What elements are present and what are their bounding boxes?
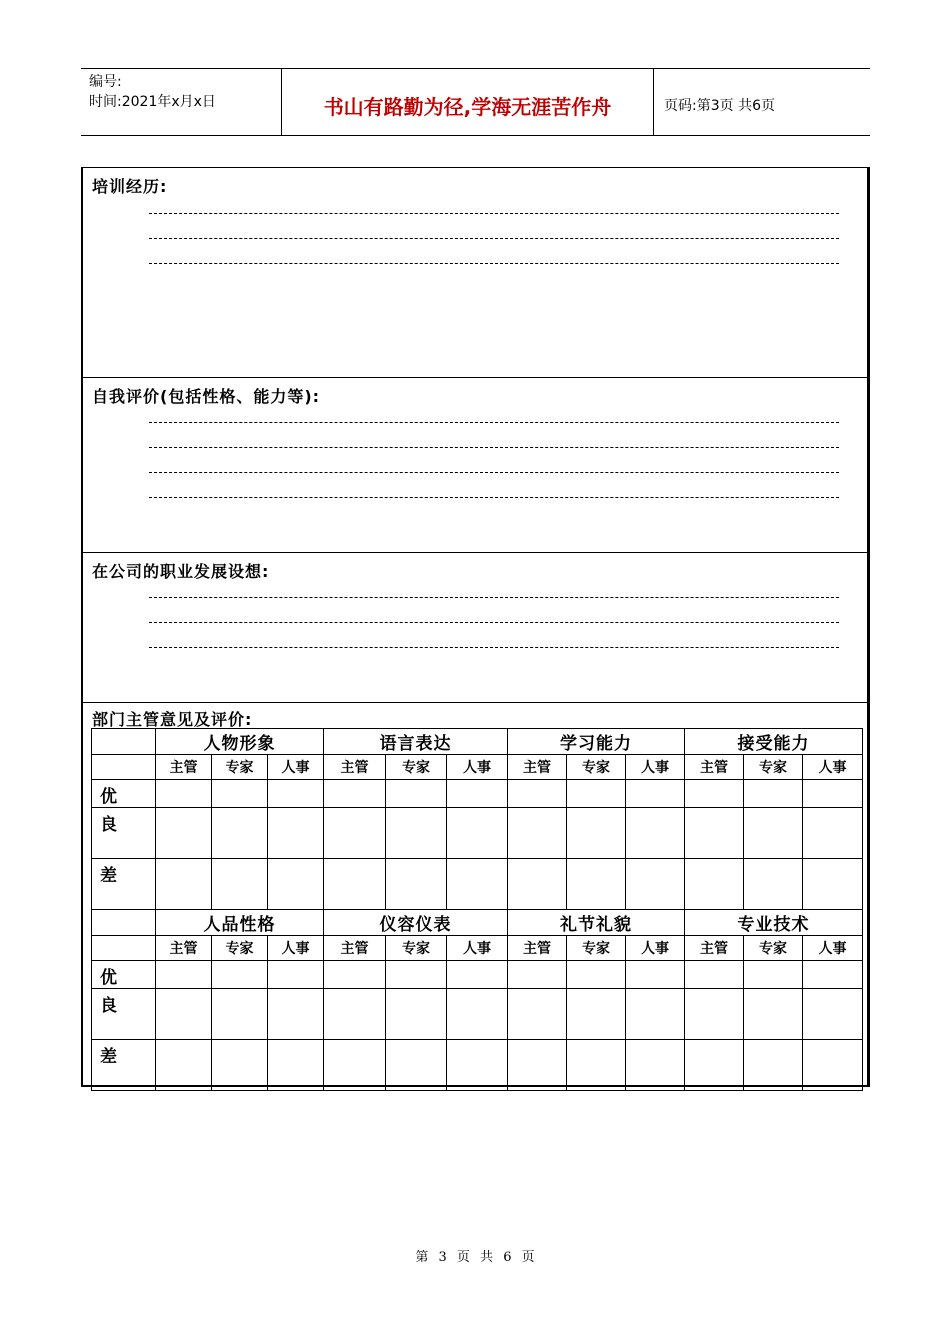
role-header: 主管 [685, 936, 744, 961]
rating-cell[interactable] [156, 808, 212, 859]
table-row [92, 961, 863, 989]
rating-cell[interactable] [386, 859, 447, 910]
category-header: 学习能力 [508, 729, 685, 755]
rating-cell[interactable] [156, 961, 212, 989]
role-header: 专家 [386, 936, 447, 961]
rating-cell[interactable] [268, 989, 324, 1040]
rating-cell[interactable] [212, 989, 268, 1040]
role-header: 主管 [156, 755, 212, 780]
rating-cell[interactable] [324, 989, 386, 1040]
rating-cell[interactable] [386, 989, 447, 1040]
page-footer: 第 3 页 共 6 页 [415, 1250, 535, 1265]
rating-cell[interactable] [212, 808, 268, 859]
table-row [92, 755, 863, 780]
grade-label: 优 [92, 961, 156, 989]
rating-cell[interactable] [156, 989, 212, 1040]
rating-cell[interactable] [324, 780, 386, 808]
rating-cell[interactable] [508, 989, 567, 1040]
application-form [81, 167, 870, 1087]
role-header: 人事 [268, 755, 324, 780]
training-section [83, 168, 867, 378]
rating-cell[interactable] [803, 780, 863, 808]
role-header: 人事 [803, 936, 863, 961]
role-header: 专家 [386, 755, 447, 780]
rating-cell[interactable] [268, 808, 324, 859]
rating-cell[interactable] [567, 961, 626, 989]
fill-line[interactable] [149, 263, 839, 264]
department-evaluation-section [83, 703, 867, 1086]
table-row [92, 1040, 863, 1091]
rating-cell[interactable] [447, 808, 508, 859]
document-time-label: 时间:2021年x月x日 [89, 94, 216, 110]
category-header: 语言表达 [324, 729, 508, 755]
rating-cell[interactable] [324, 859, 386, 910]
rating-cell[interactable] [508, 1040, 567, 1091]
role-header: 人事 [447, 755, 508, 780]
role-header: 专家 [744, 755, 803, 780]
rating-cell[interactable] [324, 1040, 386, 1091]
header-slogan: 书山有路勤为径,学海无涯苦作舟 [282, 69, 654, 135]
category-header: 人物形象 [156, 729, 324, 755]
table-row [92, 936, 863, 961]
rating-cell[interactable] [156, 1040, 212, 1091]
rating-cell[interactable] [803, 1040, 863, 1091]
table-row [92, 780, 863, 808]
rating-cell[interactable] [744, 780, 803, 808]
category-header: 人品性格 [156, 910, 324, 936]
corner-cell [92, 755, 156, 780]
fill-line[interactable] [149, 622, 839, 623]
category-header: 礼节礼貌 [508, 910, 685, 936]
rating-cell[interactable] [685, 989, 744, 1040]
evaluation-table [91, 728, 863, 1091]
rating-cell[interactable] [386, 808, 447, 859]
role-header: 专家 [212, 936, 268, 961]
rating-cell[interactable] [386, 1040, 447, 1091]
category-header: 仪容仪表 [324, 910, 508, 936]
department-evaluation-title: 部门主管意见及评价: [92, 710, 253, 729]
rating-cell[interactable] [744, 859, 803, 910]
header-meta [81, 69, 282, 135]
rating-cell[interactable] [268, 1040, 324, 1091]
career-plan-section [83, 553, 867, 703]
role-header: 人事 [626, 936, 685, 961]
role-header: 主管 [156, 936, 212, 961]
role-header: 人事 [268, 936, 324, 961]
table-row [92, 859, 863, 910]
rating-cell[interactable] [803, 808, 863, 859]
self-evaluation-title: 自我评价(包括性格、能力等): [92, 387, 321, 406]
corner-cell [92, 729, 156, 755]
rating-cell[interactable] [386, 961, 447, 989]
grade-label: 差 [92, 859, 156, 910]
fill-line[interactable] [149, 213, 839, 214]
fill-line[interactable] [149, 447, 839, 448]
rating-cell[interactable] [268, 780, 324, 808]
corner-cell [92, 936, 156, 961]
rating-cell[interactable] [567, 989, 626, 1040]
rating-cell[interactable] [156, 859, 212, 910]
role-header: 专家 [744, 936, 803, 961]
fill-line[interactable] [149, 647, 839, 648]
rating-cell[interactable] [447, 859, 508, 910]
self-evaluation-section [83, 378, 867, 553]
role-header: 主管 [685, 755, 744, 780]
rating-cell[interactable] [447, 780, 508, 808]
career-plan-title: 在公司的职业发展设想: [92, 562, 270, 581]
grade-label: 良 [92, 808, 156, 859]
fill-line[interactable] [149, 497, 839, 498]
rating-cell[interactable] [626, 780, 685, 808]
role-header: 人事 [626, 755, 685, 780]
rating-cell[interactable] [324, 961, 386, 989]
fill-line[interactable] [149, 472, 839, 473]
rating-cell[interactable] [567, 780, 626, 808]
rating-cell[interactable] [212, 780, 268, 808]
rating-cell[interactable] [567, 808, 626, 859]
rating-cell[interactable] [508, 859, 567, 910]
rating-cell[interactable] [744, 961, 803, 989]
header-page-info: 页码:第3页 共6页 [664, 98, 775, 114]
role-header: 主管 [508, 936, 567, 961]
role-header: 专家 [567, 936, 626, 961]
rating-cell[interactable] [626, 961, 685, 989]
rating-cell[interactable] [386, 780, 447, 808]
rating-cell[interactable] [626, 1040, 685, 1091]
rating-cell[interactable] [803, 961, 863, 989]
grade-label: 优 [92, 780, 156, 808]
fill-line[interactable] [149, 422, 839, 423]
role-header: 主管 [324, 755, 386, 780]
rating-cell[interactable] [685, 808, 744, 859]
rating-cell[interactable] [324, 808, 386, 859]
rating-cell[interactable] [626, 989, 685, 1040]
table-row [92, 910, 863, 936]
grade-label: 良 [92, 989, 156, 1040]
rating-cell[interactable] [744, 808, 803, 859]
rating-cell[interactable] [744, 1040, 803, 1091]
rating-cell[interactable] [685, 859, 744, 910]
rating-cell[interactable] [685, 780, 744, 808]
rating-cell[interactable] [626, 808, 685, 859]
role-header: 主管 [508, 755, 567, 780]
rating-cell[interactable] [803, 989, 863, 1040]
rating-cell[interactable] [447, 989, 508, 1040]
table-row [92, 808, 863, 859]
rating-cell[interactable] [447, 961, 508, 989]
fill-line[interactable] [149, 597, 839, 598]
rating-cell[interactable] [803, 859, 863, 910]
rating-cell[interactable] [212, 961, 268, 989]
rating-cell[interactable] [744, 989, 803, 1040]
role-header: 专家 [567, 755, 626, 780]
rating-cell[interactable] [567, 859, 626, 910]
role-header: 专家 [212, 755, 268, 780]
rating-cell[interactable] [268, 859, 324, 910]
category-header: 专业技术 [685, 910, 863, 936]
rating-cell[interactable] [156, 780, 212, 808]
page-header [81, 68, 870, 136]
rating-cell[interactable] [626, 859, 685, 910]
training-title: 培训经历: [92, 177, 168, 196]
table-row [92, 989, 863, 1040]
rating-cell[interactable] [508, 808, 567, 859]
rating-cell[interactable] [212, 859, 268, 910]
rating-cell[interactable] [268, 961, 324, 989]
rating-cell[interactable] [685, 961, 744, 989]
rating-cell[interactable] [447, 1040, 508, 1091]
rating-cell[interactable] [567, 1040, 626, 1091]
role-header: 人事 [447, 936, 508, 961]
rating-cell[interactable] [508, 961, 567, 989]
document-number-label: 编号: [89, 74, 122, 90]
table-row [92, 729, 863, 755]
rating-cell[interactable] [508, 780, 567, 808]
corner-cell [92, 910, 156, 936]
rating-cell[interactable] [212, 1040, 268, 1091]
fill-line[interactable] [149, 238, 839, 239]
role-header: 人事 [803, 755, 863, 780]
category-header: 接受能力 [685, 729, 863, 755]
rating-cell[interactable] [685, 1040, 744, 1091]
role-header: 主管 [324, 936, 386, 961]
grade-label: 差 [92, 1040, 156, 1091]
